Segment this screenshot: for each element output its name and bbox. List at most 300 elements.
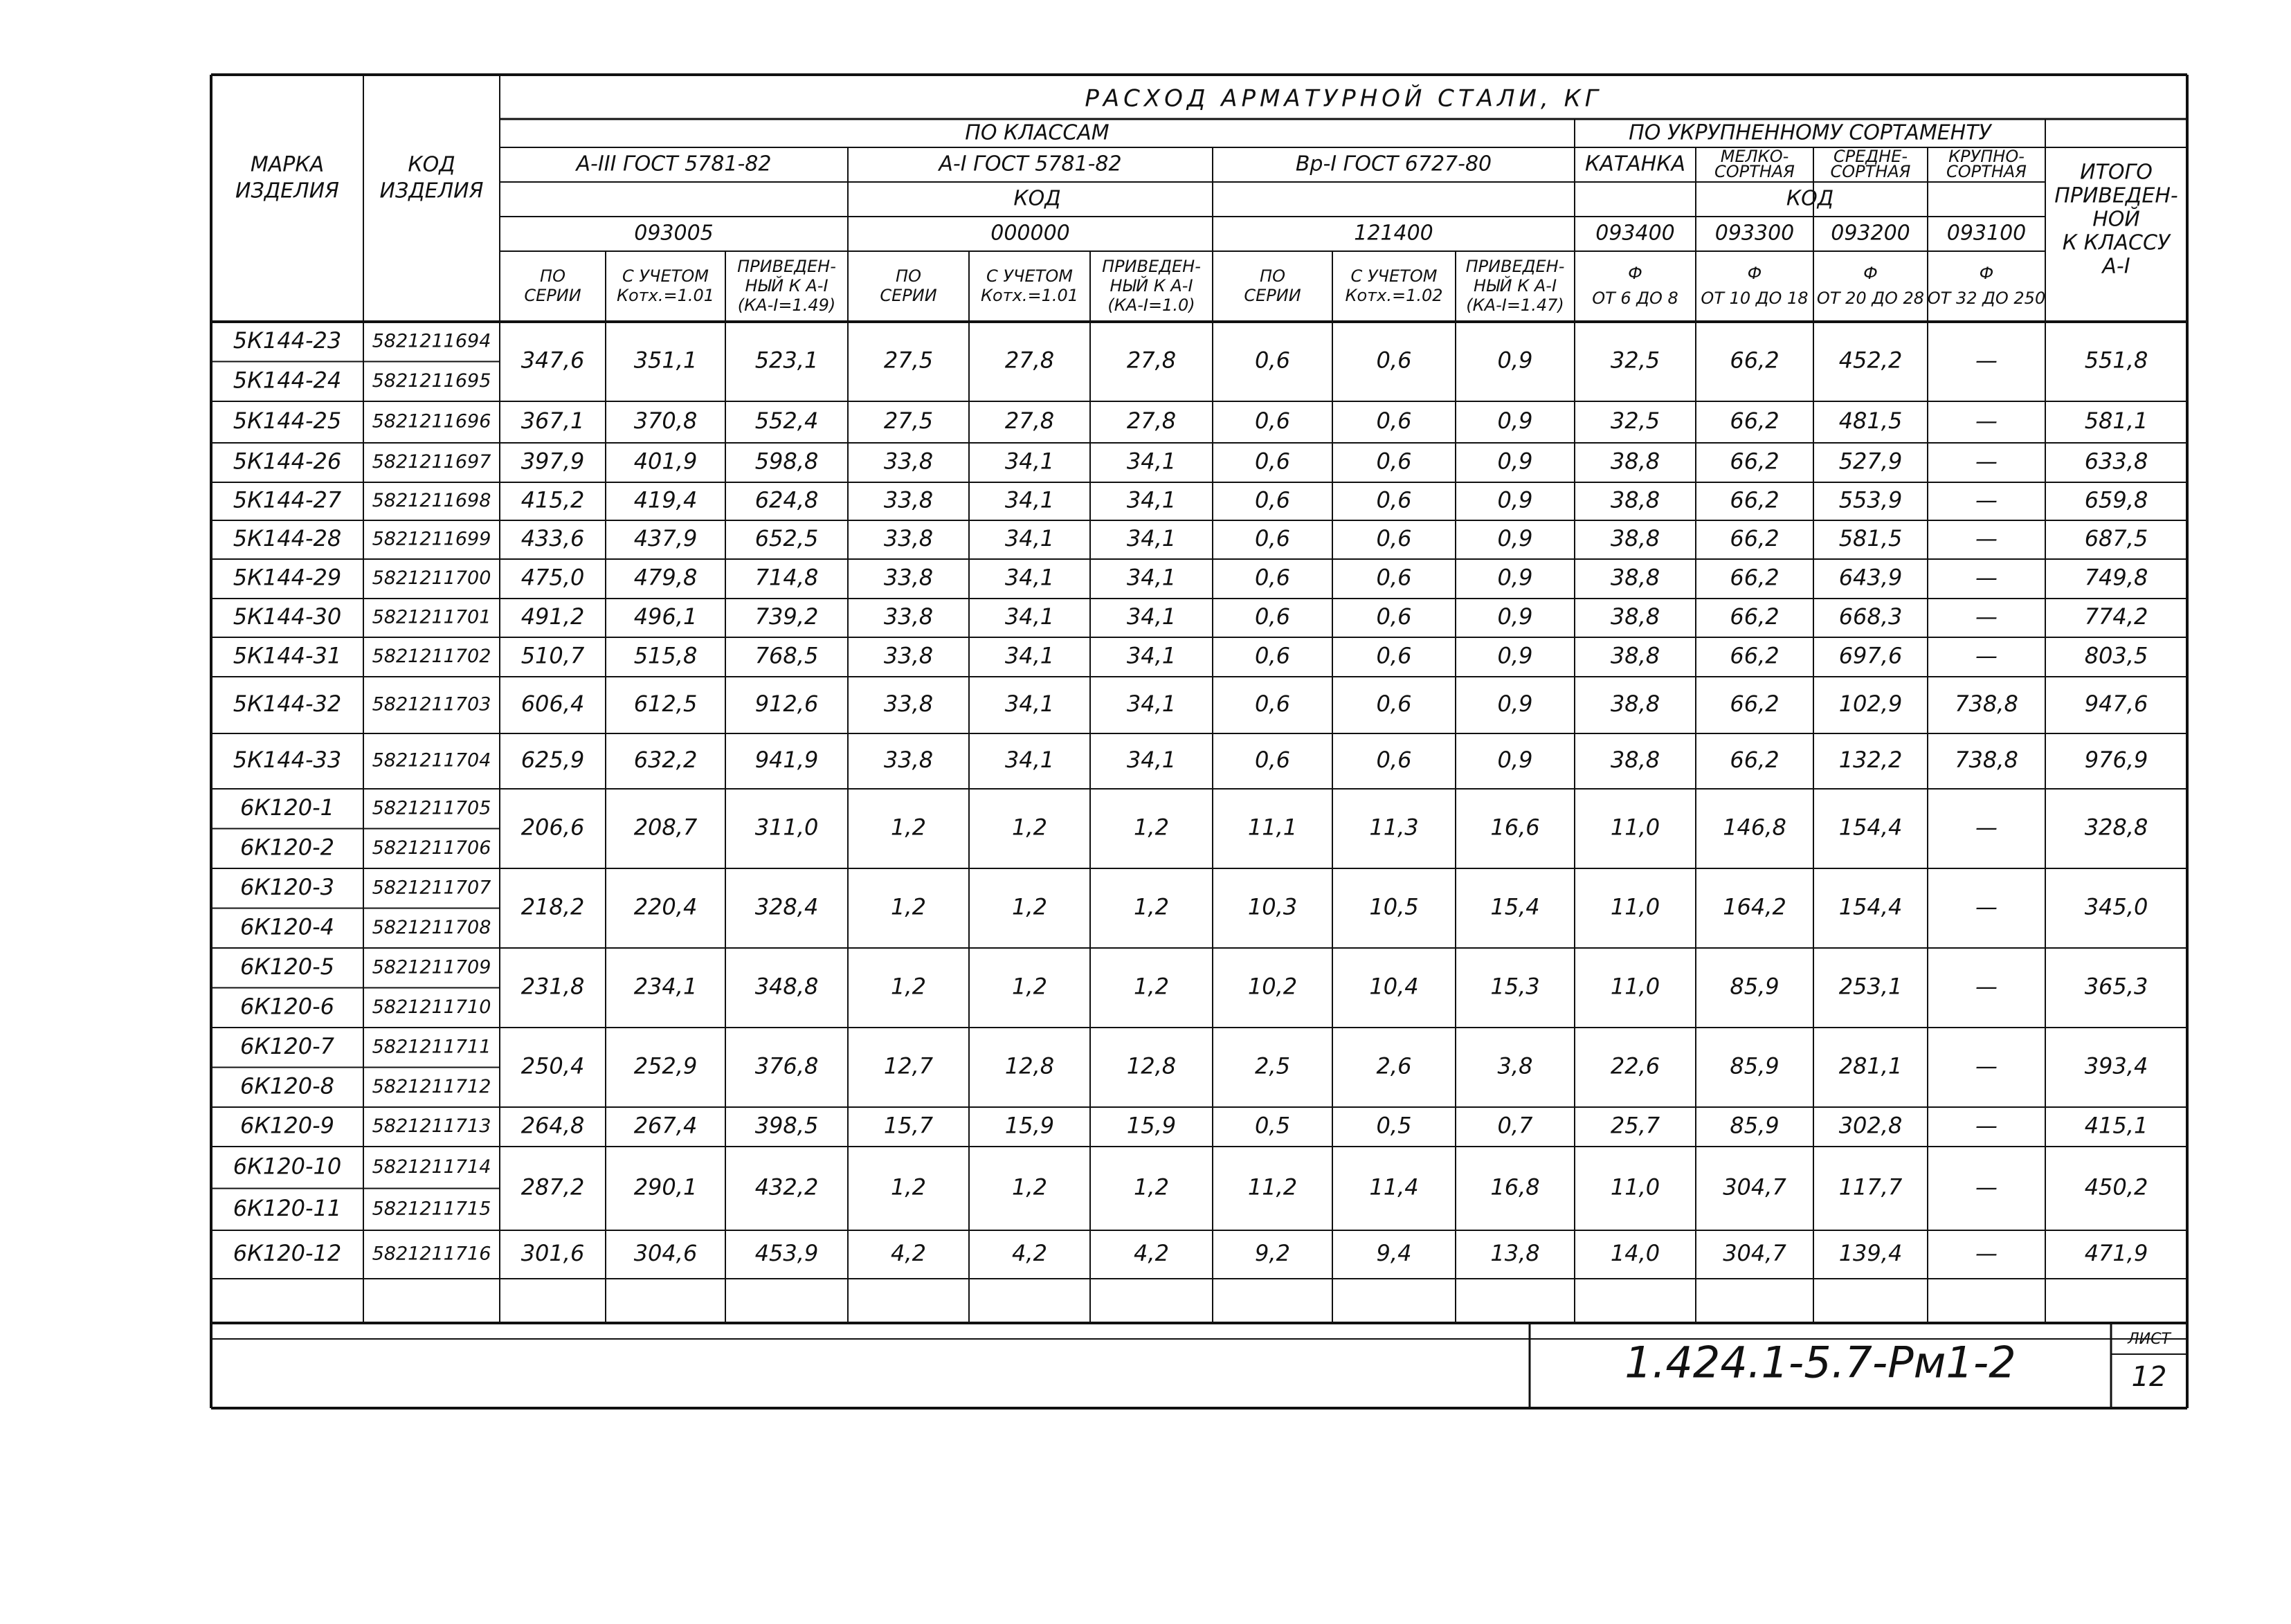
table-cell: 398,5 — [754, 1112, 819, 1139]
product-mark: 6К120-3 — [239, 873, 335, 900]
table-cell: 774,2 — [2084, 603, 2148, 630]
column-header-total: НОЙ — [2092, 207, 2140, 232]
table-cell: 612,5 — [633, 691, 698, 717]
table-cell: 32,5 — [1610, 347, 1660, 374]
table-cell: 12,8 — [1004, 1052, 1055, 1079]
table-cell: 154,4 — [1838, 893, 1903, 920]
table-cell: 0,9 — [1497, 564, 1533, 591]
table-cell: 15,3 — [1490, 973, 1540, 1000]
table-cell: 553,9 — [1838, 486, 1903, 513]
table-cell: 15,4 — [1490, 893, 1540, 920]
product-mark: 6К120-5 — [239, 953, 335, 980]
class-group-code: 093005 — [634, 221, 714, 246]
table-cell: 633,8 — [2084, 448, 2148, 475]
table-cell: 10,5 — [1369, 893, 1419, 920]
table-cell: 738,8 — [1955, 747, 2018, 773]
table-cell: 11,1 — [1247, 814, 1298, 841]
assortment-diameter: Ф — [1628, 264, 1642, 283]
table-cell: 348,8 — [754, 973, 819, 1000]
table-cell: 624,8 — [754, 486, 819, 513]
table-cell: — — [1975, 893, 1998, 920]
table-cell: 11,0 — [1610, 814, 1660, 841]
table-cell: 34,1 — [1004, 603, 1055, 630]
table-cell: 1,2 — [891, 973, 926, 1000]
sub-column-header: НЫЙ К А-I — [1473, 276, 1557, 295]
table-cell: 510,7 — [520, 642, 585, 669]
table-cell: 4,2 — [1012, 1240, 1047, 1266]
product-mark: 5К144-23 — [233, 327, 342, 354]
product-mark: 6К120-4 — [239, 913, 335, 940]
table-cell: 376,8 — [754, 1052, 819, 1079]
product-code: 5821211707 — [372, 877, 491, 899]
product-code: 5821211699 — [372, 528, 491, 550]
table-cell: 433,6 — [520, 525, 585, 551]
table-cell: 1,2 — [1012, 814, 1047, 841]
product-mark: 5К144-33 — [233, 747, 342, 773]
table-cell: 749,8 — [2084, 564, 2148, 591]
table-cell: 34,1 — [1004, 448, 1055, 475]
product-mark: 5К144-27 — [233, 486, 342, 513]
table-cell: 393,4 — [2084, 1052, 2148, 1079]
sub-column-header: ПО — [1260, 266, 1285, 286]
assortment-label: КРУПНО- — [1948, 147, 2025, 166]
product-mark: 5К144-31 — [233, 642, 342, 669]
table-cell: 450,2 — [2084, 1174, 2148, 1201]
sub-column-header: (КА-I=1.49) — [737, 295, 836, 315]
table-cell: 10,2 — [1247, 973, 1298, 1000]
table-cell: 452,2 — [1838, 347, 1903, 374]
table-cell: 66,2 — [1730, 448, 1780, 475]
product-mark: 5К144-24 — [233, 367, 342, 394]
table-cell: 34,1 — [1126, 525, 1177, 551]
table-cell: 625,9 — [520, 747, 585, 773]
product-code: 5821211702 — [372, 646, 491, 667]
product-mark: 5К144-26 — [233, 448, 342, 475]
product-mark: 6К120-1 — [239, 794, 335, 821]
table-cell: 234,1 — [633, 973, 698, 1000]
table-cell: 32,5 — [1610, 408, 1660, 434]
table-cell: 0,6 — [1376, 347, 1412, 374]
table-cell: 479,8 — [633, 564, 698, 591]
table-cell: 345,0 — [2084, 893, 2148, 920]
assortment-diameter: Ф — [1979, 264, 1994, 283]
table-cell: 250,4 — [520, 1052, 585, 1079]
table-cell: 0,6 — [1255, 747, 1290, 773]
table-cell: 668,3 — [1838, 603, 1903, 630]
table-cell: 803,5 — [2084, 642, 2148, 669]
table-cell: 659,8 — [2084, 486, 2148, 513]
table-cell: 9,4 — [1376, 1240, 1412, 1266]
table-cell: 302,8 — [1838, 1112, 1903, 1139]
table-cell: 301,6 — [520, 1240, 585, 1266]
table-cell: 38,8 — [1610, 486, 1660, 513]
table-cell: — — [1975, 1052, 1998, 1079]
column-header-code: КОД — [408, 152, 455, 177]
table-cell: 976,9 — [2084, 747, 2148, 773]
assortment-label: СОРТНАЯ — [1714, 162, 1795, 181]
table-cell: 527,9 — [1838, 448, 1903, 475]
product-code: 5821211706 — [372, 837, 491, 859]
table-cell: 0,6 — [1376, 525, 1412, 551]
table-cell: — — [1975, 973, 1998, 1000]
table-cell: 164,2 — [1723, 893, 1786, 920]
table-cell: 33,8 — [883, 747, 934, 773]
table-cell: 66,2 — [1730, 691, 1780, 717]
product-mark: 5К144-25 — [233, 408, 342, 434]
table-cell: 0,6 — [1255, 408, 1290, 434]
table-cell: 66,2 — [1730, 603, 1780, 630]
table-cell: — — [1975, 408, 1998, 434]
table-cell: 33,8 — [883, 525, 934, 551]
table-cell: 34,1 — [1126, 747, 1177, 773]
table-cell: — — [1975, 603, 1998, 630]
product-mark: 6К120-12 — [233, 1240, 342, 1266]
table-cell: 218,2 — [520, 893, 585, 920]
sub-column-header: НЫЙ К А-I — [1110, 276, 1193, 295]
table-cell: 10,4 — [1369, 973, 1419, 1000]
table-cell: 0,6 — [1255, 691, 1290, 717]
product-code: 5821211714 — [372, 1156, 491, 1178]
table-cell: 34,1 — [1004, 642, 1055, 669]
column-header-mark: ИЗДЕЛИЯ — [235, 179, 339, 203]
product-mark: 5К144-28 — [233, 525, 342, 551]
product-code: 5821211708 — [372, 916, 491, 938]
table-cell: 632,2 — [633, 747, 698, 773]
product-code: 5821211713 — [372, 1115, 491, 1137]
table-cell: 370,8 — [633, 408, 698, 434]
table-cell: 85,9 — [1730, 1052, 1780, 1079]
assortment-label: СОРТНАЯ — [1946, 162, 2027, 181]
table-cell: 0,9 — [1497, 408, 1533, 434]
table-cell: 117,7 — [1838, 1174, 1903, 1201]
table-cell: 0,6 — [1376, 408, 1412, 434]
table-cell: 415,1 — [2084, 1112, 2148, 1139]
table-cell: — — [1975, 525, 1998, 551]
table-cell: 0,6 — [1376, 448, 1412, 475]
table-cell: 66,2 — [1730, 525, 1780, 551]
table-cell: 415,2 — [520, 486, 585, 513]
assortment-code: 093100 — [1946, 221, 2027, 246]
product-code: 5821211694 — [372, 330, 491, 352]
table-cell: 1,2 — [891, 1174, 926, 1201]
table-cell: 2,5 — [1255, 1052, 1290, 1079]
table-cell: 0,6 — [1376, 486, 1412, 513]
table-cell: 328,4 — [754, 893, 819, 920]
assortment-diameter: ОТ 10 ДО 18 — [1701, 289, 1809, 308]
product-code: 5821211709 — [372, 956, 491, 978]
table-cell: 328,8 — [2084, 814, 2148, 841]
table-cell: 1,2 — [1012, 1174, 1047, 1201]
assortment-diameter: ОТ 20 ДО 28 — [1816, 289, 1925, 308]
assortment-code: 093300 — [1714, 221, 1795, 246]
table-cell: 4,2 — [891, 1240, 926, 1266]
table-cell: 34,1 — [1004, 747, 1055, 773]
sub-column-header: ПРИВЕДЕН- — [1465, 257, 1565, 276]
table-cell: 0,9 — [1497, 691, 1533, 717]
table-cell: 66,2 — [1730, 747, 1780, 773]
product-code: 5821211711 — [372, 1036, 491, 1058]
table-cell: 38,8 — [1610, 747, 1660, 773]
table-cell: 947,6 — [2084, 691, 2148, 717]
sub-column-header: НЫЙ К А-I — [745, 276, 828, 295]
product-code: 5821211715 — [372, 1198, 491, 1220]
table-cell: 0,9 — [1497, 603, 1533, 630]
table-cell: 0,6 — [1255, 642, 1290, 669]
table-cell: 1,2 — [1012, 973, 1047, 1000]
sub-column-header: С УЧЕТОМ — [622, 266, 709, 286]
table-cell: 38,8 — [1610, 642, 1660, 669]
table-cell: 66,2 — [1730, 486, 1780, 513]
table-cell: 16,8 — [1490, 1174, 1540, 1201]
table-cell: 437,9 — [633, 525, 698, 551]
table-cell: 85,9 — [1730, 973, 1780, 1000]
table-cell: 1,2 — [1134, 814, 1169, 841]
table-cell: 0,7 — [1497, 1112, 1533, 1139]
table-cell: 0,9 — [1497, 642, 1533, 669]
sheet-label: ЛИСТ — [2128, 1331, 2171, 1348]
table-cell: 11,2 — [1247, 1174, 1298, 1201]
table-title: РАСХОД АРМАТУРНОЙ СТАЛИ, КГ — [1085, 84, 1602, 113]
table-cell: 38,8 — [1610, 448, 1660, 475]
sub-column-header: Котх.=1.01 — [980, 286, 1079, 305]
table-cell: 1,2 — [1134, 973, 1169, 1000]
product-mark: 6К120-7 — [239, 1032, 335, 1059]
table-cell: 351,1 — [633, 347, 698, 374]
table-cell: 738,8 — [1955, 691, 2018, 717]
sub-column-header: ПО — [896, 266, 921, 286]
table-cell: 432,2 — [754, 1174, 819, 1201]
table-cell: 0,6 — [1376, 691, 1412, 717]
product-mark: 5К144-32 — [233, 691, 342, 717]
table-cell: 66,2 — [1730, 564, 1780, 591]
table-cell: 132,2 — [1838, 747, 1903, 773]
product-mark: 5К144-29 — [233, 564, 342, 591]
table-cell: 25,7 — [1610, 1112, 1660, 1139]
sub-column-header: Котх.=1.01 — [616, 286, 715, 305]
product-mark: 6К120-11 — [233, 1194, 342, 1221]
class-group-label: A-I ГОСТ 5781-82 — [939, 152, 1122, 176]
table-cell: 581,5 — [1838, 525, 1903, 551]
product-mark: 5К144-30 — [233, 603, 342, 630]
table-cell: 0,9 — [1497, 525, 1533, 551]
header-by-classes: ПО КЛАССАМ — [965, 120, 1110, 145]
table-cell: 0,6 — [1376, 564, 1412, 591]
table-cell: 0,9 — [1497, 347, 1533, 374]
sub-column-header: СЕРИИ — [524, 286, 581, 305]
product-code: 5821211697 — [372, 451, 491, 473]
product-mark: 6К120-10 — [233, 1153, 342, 1180]
table-cell: 401,9 — [633, 448, 698, 475]
table-cell: 10,3 — [1247, 893, 1298, 920]
table-cell: 304,7 — [1723, 1240, 1786, 1266]
table-cell: 0,6 — [1255, 486, 1290, 513]
table-cell: 33,8 — [883, 642, 934, 669]
assortment-diameter: ОТ 32 ДО 250 — [1927, 289, 2046, 308]
sub-column-header: (КА-I=1.47) — [1466, 295, 1564, 315]
assortment-code: 093400 — [1595, 221, 1675, 246]
table-cell: 311,0 — [754, 814, 819, 841]
table-cell: 598,8 — [754, 448, 819, 475]
table-cell: 33,8 — [883, 486, 934, 513]
assortment-diameter: ОТ 6 ДО 8 — [1592, 289, 1678, 308]
table-cell: 739,2 — [754, 603, 819, 630]
table-cell: 0,9 — [1497, 448, 1533, 475]
table-cell: 15,9 — [1004, 1112, 1055, 1139]
header-by-assortment: ПО УКРУПНЕННОМУ СОРТАМЕНТУ — [1629, 120, 1991, 145]
product-code: 5821211700 — [372, 567, 491, 589]
product-code: 5821211716 — [372, 1243, 491, 1265]
table-cell: 12,7 — [883, 1052, 934, 1079]
class-code-label: КОД — [1013, 186, 1061, 211]
table-cell: 0,6 — [1376, 603, 1412, 630]
table-cell: 419,4 — [633, 486, 698, 513]
table-cell: 22,6 — [1610, 1052, 1660, 1079]
table-cell: 496,1 — [633, 603, 698, 630]
table-cell: 102,9 — [1838, 691, 1903, 717]
table-cell: 304,6 — [633, 1240, 698, 1266]
table-cell: 34,1 — [1004, 486, 1055, 513]
assortment-label: СОРТНАЯ — [1830, 162, 1911, 181]
table-cell: 34,1 — [1126, 486, 1177, 513]
table-cell: 34,1 — [1126, 603, 1177, 630]
table-cell: 491,2 — [520, 603, 585, 630]
table-cell: 481,5 — [1838, 408, 1903, 434]
table-cell: 581,1 — [2084, 408, 2148, 434]
table-cell: 27,8 — [1126, 347, 1177, 374]
table-cell: 714,8 — [754, 564, 819, 591]
table-cell: — — [1975, 486, 1998, 513]
table-cell: 11,0 — [1610, 1174, 1660, 1201]
table-cell: 38,8 — [1610, 691, 1660, 717]
sub-column-header: ПРИВЕДЕН- — [737, 257, 836, 276]
table-cell: 11,3 — [1369, 814, 1419, 841]
sub-column-header: (КА-I=1.0) — [1107, 295, 1195, 315]
sub-column-header: С УЧЕТОМ — [986, 266, 1073, 286]
table-cell: 27,8 — [1004, 347, 1055, 374]
table-cell: 643,9 — [1838, 564, 1903, 591]
table-cell: 1,2 — [891, 893, 926, 920]
column-header-mark: МАРКА — [250, 152, 325, 177]
table-cell: 0,9 — [1497, 747, 1533, 773]
table-cell: 66,2 — [1730, 408, 1780, 434]
table-cell: 34,1 — [1004, 691, 1055, 717]
table-cell: 551,8 — [2084, 347, 2148, 374]
table-cell: — — [1975, 814, 1998, 841]
class-group-label: Вр-I ГОСТ 6727-80 — [1295, 152, 1492, 176]
table-cell: 347,6 — [520, 347, 585, 374]
table-cell: 606,4 — [520, 691, 585, 717]
table-cell: 0,6 — [1255, 603, 1290, 630]
product-code: 5821211698 — [372, 490, 491, 511]
table-cell: 27,8 — [1126, 408, 1177, 434]
class-group-code: 000000 — [990, 221, 1070, 246]
table-cell: 66,2 — [1730, 642, 1780, 669]
column-header-total: ПРИВЕДЕН- — [2054, 183, 2178, 208]
table-cell: — — [1975, 347, 1998, 374]
product-mark: 6К120-9 — [239, 1112, 335, 1139]
assortment-code: 093200 — [1831, 221, 1910, 246]
table-cell: 34,1 — [1004, 525, 1055, 551]
table-cell: 34,1 — [1126, 691, 1177, 717]
table-cell: — — [1975, 1174, 1998, 1201]
table-cell: 0,6 — [1255, 448, 1290, 475]
assortment-diameter: Ф — [1747, 264, 1762, 283]
table-cell: 15,9 — [1126, 1112, 1177, 1139]
table-cell: 365,3 — [2084, 973, 2148, 1000]
table-cell: 4,2 — [1134, 1240, 1169, 1266]
table-cell: 15,7 — [883, 1112, 934, 1139]
sub-column-header: СЕРИИ — [1244, 286, 1301, 305]
product-mark: 6К120-8 — [239, 1073, 335, 1100]
table-cell: 34,1 — [1126, 642, 1177, 669]
table-cell: 453,9 — [754, 1240, 819, 1266]
table-cell: 0,6 — [1376, 642, 1412, 669]
table-cell: 12,8 — [1126, 1052, 1177, 1079]
table-cell: 11,0 — [1610, 893, 1660, 920]
table-cell: 523,1 — [754, 347, 819, 374]
column-header-total: ИТОГО — [2080, 160, 2153, 185]
table-cell: 33,8 — [883, 564, 934, 591]
product-mark: 6К120-6 — [239, 993, 335, 1020]
table-cell: 13,8 — [1490, 1240, 1540, 1266]
table-cell: 208,7 — [633, 814, 698, 841]
table-cell: 9,2 — [1255, 1240, 1290, 1266]
table-cell: 264,8 — [520, 1112, 585, 1139]
table-cell: — — [1975, 642, 1998, 669]
assortment-code-label: КОД — [1786, 186, 1834, 211]
table-cell: 34,1 — [1126, 448, 1177, 475]
table-cell: 0,9 — [1497, 486, 1533, 513]
table-cell: 220,4 — [633, 893, 698, 920]
table-cell: 34,1 — [1004, 564, 1055, 591]
sub-column-header: ПО — [540, 266, 565, 286]
assortment-label: КАТАНКА — [1584, 152, 1686, 176]
column-header-code: ИЗДЕЛИЯ — [379, 179, 484, 203]
table-cell: 1,2 — [1134, 1174, 1169, 1201]
table-cell: 1,2 — [1134, 893, 1169, 920]
product-code: 5821211712 — [372, 1075, 491, 1097]
product-code: 5821211710 — [372, 996, 491, 1018]
sub-column-header: СЕРИИ — [880, 286, 937, 305]
sub-column-header: С УЧЕТОМ — [1350, 266, 1438, 286]
table-cell: — — [1975, 564, 1998, 591]
product-code: 5821211695 — [372, 369, 491, 392]
table-cell: 3,8 — [1497, 1052, 1533, 1079]
table-cell: 475,0 — [520, 564, 585, 591]
product-code: 5821211705 — [372, 797, 491, 819]
table-cell: 290,1 — [633, 1174, 698, 1201]
table-cell: 11,0 — [1610, 973, 1660, 1000]
table-cell: 16,6 — [1490, 814, 1540, 841]
product-code: 5821211703 — [372, 693, 491, 715]
table-cell: 687,5 — [2084, 525, 2148, 551]
table-cell: 139,4 — [1838, 1240, 1903, 1266]
product-code: 5821211696 — [372, 410, 491, 432]
table-cell: 14,0 — [1610, 1240, 1660, 1266]
table-cell: 287,2 — [520, 1174, 585, 1201]
table-cell: 552,4 — [754, 408, 819, 434]
table-cell: 1,2 — [891, 814, 926, 841]
class-group-code: 121400 — [1354, 221, 1433, 246]
table-cell: 281,1 — [1838, 1052, 1903, 1079]
assortment-label: СРЕДНЕ- — [1833, 147, 1908, 166]
sub-column-header: ПРИВЕДЕН- — [1102, 257, 1201, 276]
table-cell: 0,6 — [1255, 347, 1290, 374]
table-cell: 66,2 — [1730, 347, 1780, 374]
table-cell: 206,6 — [520, 814, 585, 841]
table-cell: 0,6 — [1376, 747, 1412, 773]
table-cell: 515,8 — [633, 642, 698, 669]
